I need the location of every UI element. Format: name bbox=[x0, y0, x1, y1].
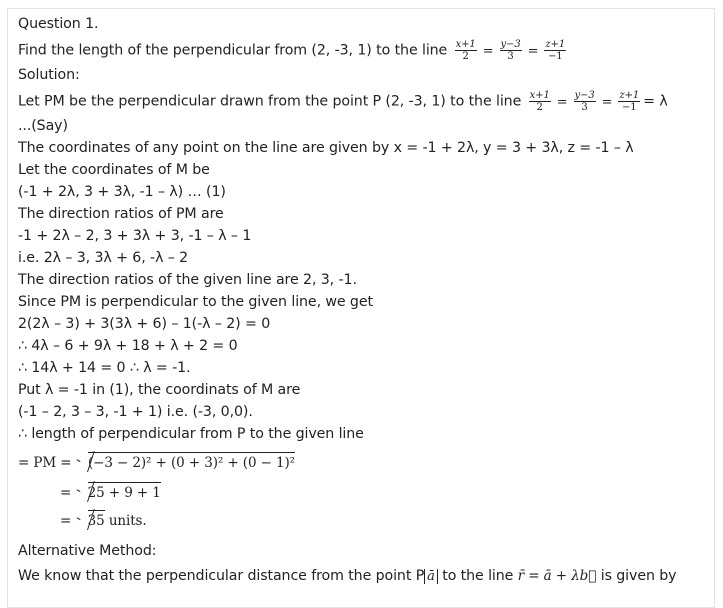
m-coordinates: (-1 + 2λ, 3 + 3λ, -1 – λ) … (1) bbox=[18, 184, 226, 200]
fraction-y: $\frac{y-3}{3}$ bbox=[500, 39, 521, 62]
fraction-z: $\frac{z+1}{-1}$ bbox=[545, 39, 566, 62]
pm-formula: = PM = (−3 − 2)² + (0 + 3)² + (0 − 1)² bbox=[18, 452, 295, 472]
fraction-y: $\frac{y-3}{3}$ bbox=[574, 90, 595, 113]
length-of-perpendicular: ∴ length of perpendicular from P to the given line bbox=[18, 426, 364, 442]
fraction-x: $\frac{x+1}{2}$ bbox=[529, 90, 550, 113]
let-pm-line: Let PM be the perpendicular drawn from the point P (2, -3, 1) to the line $\frac{x+1}{2}$ = $\frac{y-3}{3}$ = $\frac{z+1}{-1}$ = λ bbox=[18, 90, 668, 113]
vector-equation: r̄ = ā + λb⃗ bbox=[517, 568, 597, 584]
put-lambda: Put λ = -1 in (1), the coordinats of M are bbox=[18, 382, 301, 398]
say-label: ...(Say) bbox=[18, 118, 68, 134]
dr-line: The direction ratios of the given line are 2, 3, -1. bbox=[18, 272, 357, 288]
dr-pm-label: The direction ratios of PM are bbox=[18, 206, 224, 222]
equation-3: ∴ 14λ + 14 = 0 ∴ λ = -1. bbox=[18, 360, 191, 376]
sqrt-3: 35 bbox=[76, 510, 105, 530]
alternative-method-title: Alternative Method: bbox=[18, 543, 157, 559]
sqrt-2: 25 + 9 + 1 bbox=[76, 482, 161, 502]
dr-pm-values: -1 + 2λ – 2, 3 + 3λ + 3, -1 – λ – 1 bbox=[18, 228, 252, 244]
question-text: Find the length of the perpendicular from (2, -3, 1) to the line $\frac{x+1}{2}$ = $\frac{y-3}{3}$ = $\frac{z+1}{-1}$ bbox=[18, 39, 566, 62]
equation-1: 2(2λ – 3) + 3(3λ + 6) – 1(-λ – 2) = 0 bbox=[18, 316, 271, 332]
alternative-text: We know that the perpendicular distance from the point P ā to the line r̄ = ā + λb⃗ is given by bbox=[18, 568, 677, 584]
since-perpendicular: Since PM is perpendicular to the given line, we get bbox=[18, 294, 373, 310]
sqrt-1: (−3 − 2)² + (0 + 3)² + (0 − 1)² bbox=[76, 452, 295, 472]
question-title: Question 1. bbox=[18, 16, 99, 32]
pm-step-2: = 25 + 9 + 1 bbox=[60, 482, 161, 502]
fraction-z: $\frac{z+1}{-1}$ bbox=[619, 90, 640, 113]
solution-title: Solution: bbox=[18, 67, 80, 83]
abs-a: ā bbox=[424, 569, 438, 584]
fraction-x: $\frac{x+1}{2}$ bbox=[455, 39, 476, 62]
pm-step-3: = 35 units. bbox=[60, 510, 147, 530]
equation-2: ∴ 4λ – 6 + 9λ + 18 + λ + 2 = 0 bbox=[18, 338, 238, 354]
let-m-line: Let the coordinates of M be bbox=[18, 162, 210, 178]
dr-pm-simplified: i.e. 2λ – 3, 3λ + 6, -λ – 2 bbox=[18, 250, 189, 266]
m-value: (-1 – 2, 3 – 3, -1 + 1) i.e. (-3, 0,0). bbox=[18, 404, 253, 420]
coordinates-any-point: The coordinates of any point on the line are given by x = -1 + 2λ, y = 3 + 3λ, z = -1 – λ bbox=[18, 140, 634, 156]
